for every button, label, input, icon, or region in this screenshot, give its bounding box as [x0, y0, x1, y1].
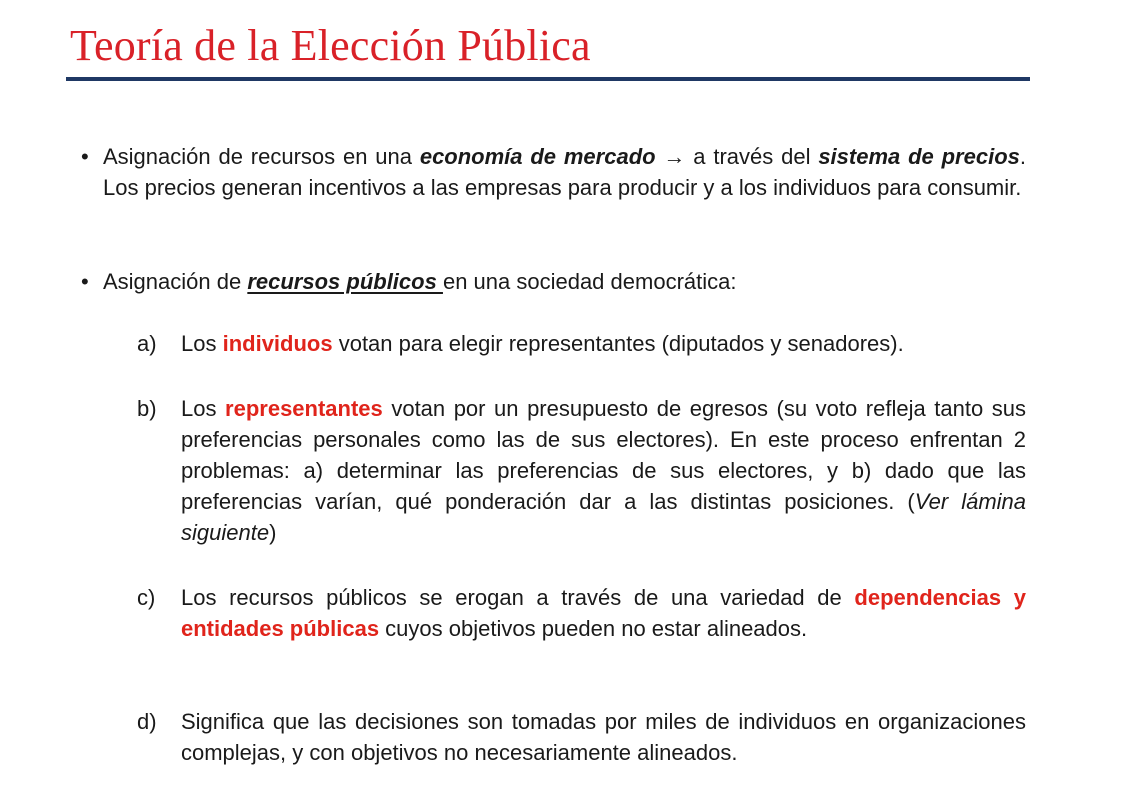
term-price-system: sistema de precios — [818, 144, 1020, 169]
bullet-icon: • — [81, 269, 89, 294]
highlight-individuos: individuos — [222, 331, 333, 356]
item-b-text-1: Los — [181, 396, 226, 421]
bullet1-text-3: . Los precios generan incentivos a las empresas para producir y a los individuos para consumir. — [103, 144, 1026, 200]
item-c-text-1: Los recursos públicos se erogan a través de una variedad de — [181, 585, 855, 610]
highlight-representantes: representantes — [225, 396, 383, 421]
highlight-dependencias: dependencias y entidades públicas — [181, 585, 1026, 641]
bullet2-text-2: en una sociedad democrática: — [442, 269, 737, 294]
arrow-icon: → — [655, 144, 694, 169]
item-b-text-2: votan por un presupuesto de egresos (su voto refleja tanto sus preferencias personales como las de sus electores). En este proceso enfrentan 2 problemas: a) determinar las preferencias de sus electores, y b) dado que las preferencias varían, qué ponderación dar a las distintas posiciones. ( — [181, 396, 1026, 514]
term-market-economy: economía de mercado — [419, 144, 656, 169]
title-underline-rule — [66, 77, 1030, 81]
bullet-public-resources — [81, 266, 1026, 297]
item-letter: c) — [137, 585, 156, 610]
item-a-text-1: Los — [181, 331, 223, 356]
item-b-italic-reference: Ver lámina siguiente — [181, 489, 1026, 545]
list-item-b — [137, 393, 1026, 548]
item-c-text-2: cuyos objetivos pueden no estar alineados. — [379, 616, 808, 641]
item-letter: b) — [137, 396, 157, 421]
item-d-text-1: Significa que las decisiones son tomadas por miles de individuos en organizaciones complejas, y con objetivos no necesariamente alineados. — [181, 709, 1026, 765]
bullet1-text-2: a través del — [693, 144, 819, 169]
list-item-d — [137, 706, 1026, 768]
list-item-c — [137, 582, 1026, 644]
item-letter: a) — [137, 331, 157, 356]
item-letter: d) — [137, 709, 157, 734]
item-b-text-3: ) — [269, 520, 277, 545]
list-item-a — [137, 328, 1026, 359]
bullet2-text-1: Asignación de — [103, 269, 248, 294]
term-public-resources: recursos públicos — [247, 269, 443, 294]
slide-title: Teoría de la Elección Pública — [70, 21, 591, 70]
bullet-market-allocation — [81, 141, 1026, 203]
item-a-text-2: votan para elegir representantes (diputados y senadores). — [332, 331, 904, 356]
bullet-icon: • — [81, 144, 89, 169]
bullet1-text-1: Asignación de recursos en una — [103, 144, 420, 169]
